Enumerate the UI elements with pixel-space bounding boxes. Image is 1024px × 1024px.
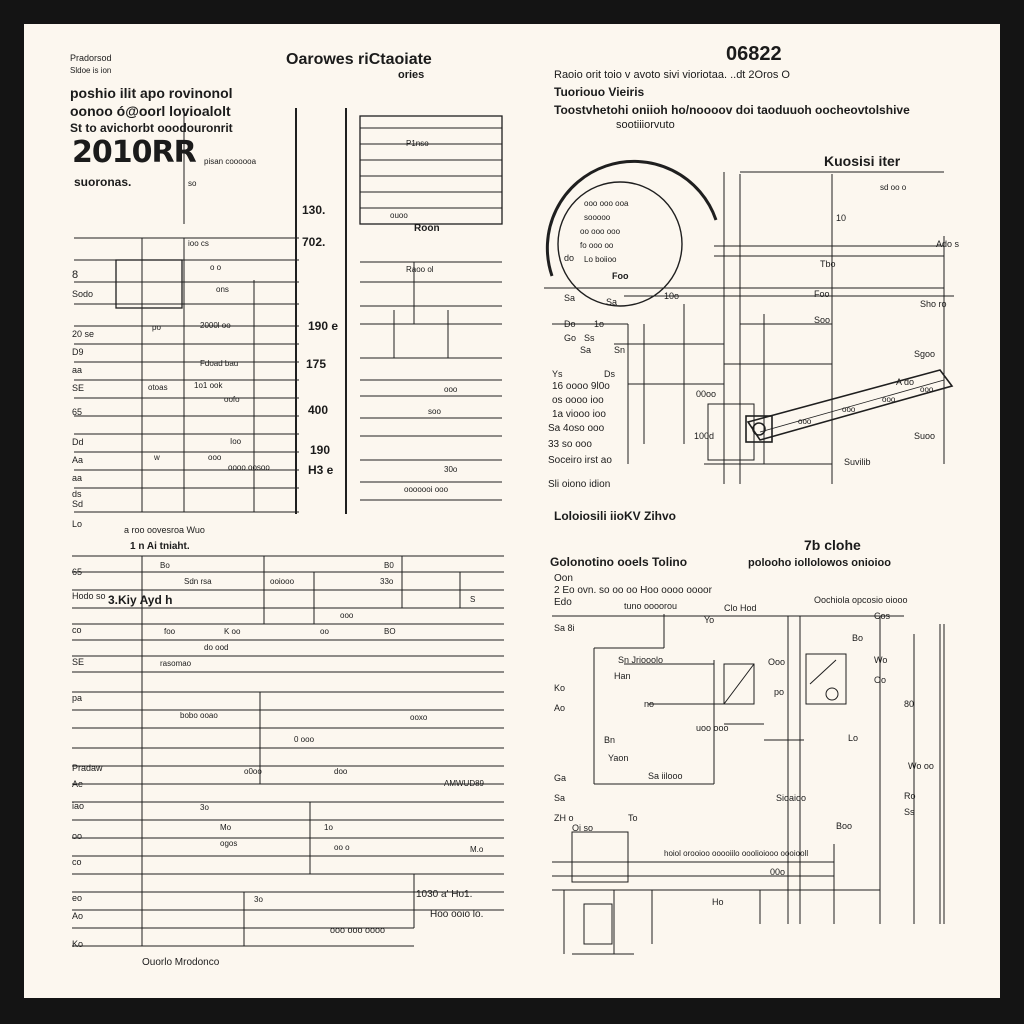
diagram-bottom-right-label: Cos bbox=[874, 611, 891, 621]
mid-value: 190 e bbox=[308, 319, 339, 333]
diagram-box-label: Han bbox=[614, 671, 631, 681]
diagram-bottom-left-label: ZH o bbox=[554, 813, 574, 823]
diagram-center-label: uoo ooo bbox=[696, 723, 729, 733]
diagram-left-label: Ys bbox=[552, 369, 563, 379]
lower-cell: AMWUD89 bbox=[444, 779, 485, 788]
diagram-left-line: 1a viooo ioo bbox=[552, 409, 606, 420]
lower-side-label: eo bbox=[72, 893, 83, 903]
diagram-bottom-left-label: Ga bbox=[554, 773, 567, 783]
left-side-label: Lo bbox=[72, 519, 83, 529]
left-side-label: 20 se bbox=[72, 329, 95, 339]
left-side-label: Sodo bbox=[72, 289, 94, 299]
diagram-long-line: hoiol orooioo ooooiilo ooolioiooo oooiooll bbox=[664, 849, 809, 858]
lower-cell: foo bbox=[164, 627, 176, 636]
diagram-bottom-label: Oi so bbox=[572, 823, 594, 833]
diagram-mid-label: Foo bbox=[814, 289, 830, 299]
lower-cell: Mo bbox=[220, 823, 232, 832]
lower-cell: ooxo bbox=[410, 713, 428, 722]
lower-cell: B0 bbox=[384, 561, 394, 570]
inner-caption: Roon bbox=[414, 223, 440, 234]
right-line-2: Tuoriouo Vieiris bbox=[554, 85, 645, 99]
block-line-2: oonoo ó@oorl lovioalolt bbox=[70, 103, 231, 119]
table-cell: Ioo bbox=[230, 437, 242, 446]
table-cell: po bbox=[152, 323, 161, 332]
table-cell: P1nso bbox=[406, 139, 429, 148]
diagram-left-line: 16 oooo 9l0o bbox=[552, 381, 610, 392]
diagram-left-label: Do bbox=[564, 319, 576, 329]
lower-table-heading: 1 n Ai tniaht. bbox=[130, 541, 190, 552]
diagram-bottom-sub: 2 Eo ovn. so oo oo Hoo oooo oooor bbox=[554, 585, 712, 596]
table-cell: Fdoad bau bbox=[200, 359, 239, 368]
table-cell: oooo oosoo bbox=[228, 463, 270, 472]
lower-cell: BO bbox=[384, 627, 396, 636]
diagram-bottom-left-label: Ao bbox=[554, 703, 566, 713]
lower-cell: do ood bbox=[204, 643, 229, 652]
diagram-center-label: Clo Hod bbox=[724, 603, 757, 613]
diagram-left-label: Sn bbox=[614, 345, 626, 355]
table-cell: ooooooi ooo bbox=[404, 485, 449, 494]
lower-cell: ooo bbox=[340, 611, 354, 620]
lower-cell: S bbox=[470, 595, 476, 604]
lower-side-label: Hodo so bbox=[72, 591, 106, 601]
lower-right-note: Hoo ooio lo. bbox=[430, 909, 484, 920]
table-cell: 1o1 ook bbox=[194, 381, 223, 390]
diagram-left-label: Ss bbox=[584, 333, 595, 343]
lower-cell: doo bbox=[334, 767, 348, 776]
lower-cell: 3o bbox=[200, 803, 209, 812]
table-cell: o o bbox=[210, 263, 222, 272]
document-number: 06822 bbox=[726, 43, 782, 65]
table-cell: 2000l oo bbox=[200, 321, 231, 330]
mid-value: 190 bbox=[310, 443, 331, 457]
table-cell: w bbox=[154, 453, 160, 462]
left-side-label: Sd bbox=[72, 499, 84, 509]
diagram-left-line: 33 so ooo bbox=[548, 439, 592, 450]
gauge-line: sooooo bbox=[584, 213, 611, 222]
strip-value: ooo bbox=[842, 405, 856, 414]
lower-side-label: Ao bbox=[72, 911, 84, 921]
diagram-bottom-right-label: Oochiola opcosio oiooo bbox=[814, 595, 908, 605]
table-cell: so bbox=[188, 179, 197, 188]
diagram-center-label: Yo bbox=[704, 615, 715, 625]
diagram-center-label: Ooo bbox=[768, 657, 786, 667]
lower-side-label: co bbox=[72, 857, 82, 867]
diagram-right-label: Sho ro bbox=[920, 299, 947, 309]
table-cell: ouoo bbox=[390, 211, 408, 220]
table-cell: ioo cs bbox=[188, 239, 209, 248]
diagram-bottom-number: 7b clohe bbox=[804, 537, 861, 553]
diagram-box-label: Sioaioo bbox=[776, 793, 807, 803]
ruling-lines bbox=[24, 24, 1000, 998]
table-foot: a roo oovesroa Wuo bbox=[124, 525, 205, 535]
diagram-mid-label: Tbo bbox=[820, 259, 836, 269]
lower-big-cell: 3.Kiy Ayd h bbox=[108, 593, 173, 607]
lower-cell: 33o bbox=[380, 577, 394, 586]
diagram-bottom-right-label: Wo oo bbox=[908, 761, 934, 771]
diagram-mid-label: 10o bbox=[664, 291, 680, 301]
lower-cell: oo o bbox=[334, 843, 350, 852]
left-side-label: aa bbox=[72, 473, 83, 483]
lower-cell: Sdn rsa bbox=[184, 577, 212, 586]
lower-cell: ooiooo bbox=[270, 577, 295, 586]
left-side-label: D9 bbox=[72, 347, 84, 357]
table-cell: soo bbox=[428, 407, 441, 416]
diagram-bottom-right-label: Oo bbox=[874, 675, 887, 685]
right-line-3: Toostvhetohi oniioh ho/noooov doi taoduuoh oocheovtolshive bbox=[554, 103, 910, 117]
diagram-bottom-left-label: Sa 8i bbox=[554, 623, 575, 633]
left-side-label: Aa bbox=[72, 455, 84, 465]
diagram-left-line: Sli oiono idion bbox=[548, 479, 611, 490]
diagram-left-label: do bbox=[564, 253, 575, 263]
diagram-box-label: Sn Jriooolo bbox=[618, 655, 664, 665]
diagram-right-label: Sgoo bbox=[914, 349, 936, 359]
lower-table-footer: Ouorlo Mrodonco bbox=[142, 957, 220, 968]
diagram-bottom-heading-right: polooho iollolowos onioioo bbox=[748, 557, 891, 569]
lower-right-note: ooo ooo oooo bbox=[330, 925, 386, 935]
mid-value: H3 e bbox=[308, 463, 334, 477]
diagram-top-caption: Loloiosili iioKV Zihvo bbox=[554, 509, 676, 523]
strip-value: ooo bbox=[798, 417, 812, 426]
diagram-bottom-left-label: Sa bbox=[554, 793, 566, 803]
gauge-line: fo ooo oo bbox=[580, 241, 614, 250]
lower-cell: K oo bbox=[224, 627, 241, 636]
diagram-box-label: Yaon bbox=[608, 753, 629, 763]
diagram-bottom-right-label: 80 bbox=[904, 699, 915, 709]
diagram-top-label: Kuosisi iter bbox=[824, 153, 901, 169]
lower-cell: 1o bbox=[324, 823, 333, 832]
diagram-mid-label: 100d bbox=[694, 431, 715, 441]
document-code-sub: suoronas. bbox=[74, 175, 132, 189]
diagram-center-label: tuno oooorou bbox=[624, 601, 678, 611]
table-cell: oofo bbox=[224, 395, 240, 404]
diagram-left-line: Sa 4oso ooo bbox=[548, 423, 605, 434]
diagram-bottom-heading-left: Golonotino ooels Tolino bbox=[550, 555, 688, 569]
diagram-center-label: To bbox=[628, 813, 638, 823]
diagram-left-label: Sa bbox=[580, 345, 592, 355]
sub-label: Sldoe is ion bbox=[70, 66, 112, 75]
mid-value: 702. bbox=[302, 235, 326, 249]
diagram-left-line: Soceiro irst ao bbox=[548, 455, 612, 466]
top-label: Pradorsod bbox=[70, 53, 112, 63]
diagram-bottom-right-label: Wo bbox=[874, 655, 888, 665]
mid-value: 400 bbox=[308, 403, 329, 417]
lower-side-label: Pradaw bbox=[72, 763, 103, 773]
strip-value: ooo bbox=[920, 385, 934, 394]
lower-side-label: iao bbox=[72, 801, 85, 811]
block-line-1: poshio ilit apo rovinonol bbox=[70, 85, 233, 101]
table-cell: 30o bbox=[444, 465, 458, 474]
mid-value: 175 bbox=[306, 357, 327, 371]
lower-cell: rasomao bbox=[160, 659, 192, 668]
lower-side-label: Ae bbox=[72, 779, 84, 789]
document-sheet bbox=[24, 24, 1000, 998]
diagram-right-label: Suvilib bbox=[844, 457, 871, 467]
left-side-label: 65 bbox=[72, 407, 83, 417]
lower-side-label: oo bbox=[72, 831, 83, 841]
lower-right-note: 1030 a' Ho1. bbox=[416, 889, 473, 900]
diagram-mid-label: 00oo bbox=[696, 389, 717, 399]
lower-cell: 3o bbox=[254, 895, 263, 904]
right-line-4: sootiiiorvuto bbox=[616, 119, 675, 131]
diagram-mid-label: 10 bbox=[836, 213, 847, 223]
diagram-bottom-sub: Edo bbox=[554, 597, 572, 608]
lower-side-label: pa bbox=[72, 693, 83, 703]
gauge-line: Lo boiioo bbox=[584, 255, 617, 264]
lower-cell: bobo ooao bbox=[180, 711, 218, 720]
lower-side-label: co bbox=[72, 625, 82, 635]
diagram-mid-label: Soo bbox=[814, 315, 831, 325]
diagram-bottom-left-label: Ko bbox=[554, 683, 566, 693]
document-title: Oarowes riCtaoiate bbox=[286, 51, 432, 68]
diagram-left-label: Go bbox=[564, 333, 577, 343]
table-cell: Raoo ol bbox=[406, 265, 434, 274]
diagram-bottom-right-label: Bo bbox=[852, 633, 864, 643]
diagram-left-label: Sa bbox=[564, 293, 576, 303]
gauge-line: oo ooo ooo bbox=[580, 227, 621, 236]
diagram-right-label: Ado s bbox=[936, 239, 960, 249]
strip-value: ooo bbox=[882, 395, 896, 404]
diagram-bottom-right-label: Ro bbox=[904, 791, 916, 801]
diagram-left-line: os oooo ioo bbox=[552, 395, 604, 406]
diagram-bottom-label: 00o bbox=[770, 867, 786, 877]
gauge-caption: Foo bbox=[612, 271, 629, 281]
lower-side-label: 65 bbox=[72, 567, 83, 577]
diagram-left-label: Ds bbox=[604, 369, 615, 379]
lower-cell: oo bbox=[320, 627, 329, 636]
left-side-label: Dd bbox=[72, 437, 84, 447]
diagram-box-label: Sa iilooo bbox=[648, 771, 683, 781]
diagram-box-label: no bbox=[644, 699, 655, 709]
diagram-right-label: A do bbox=[896, 377, 915, 387]
mid-value: 130. bbox=[302, 203, 326, 217]
table-cell: otoas bbox=[148, 383, 168, 392]
block-line-3: St to avichorbt ooodouronrit bbox=[70, 121, 233, 135]
left-side-label: ds bbox=[72, 489, 82, 499]
diagram-right-label: sd oo o bbox=[880, 183, 907, 192]
diagram-bottom-right-label: Ss bbox=[904, 807, 915, 817]
lower-side-label: SE bbox=[72, 657, 85, 667]
table-cell: ooo bbox=[208, 453, 222, 462]
table-cell: ons bbox=[216, 285, 229, 294]
diagram-center-label: po bbox=[774, 687, 785, 697]
diagram-left-label: 1o bbox=[594, 319, 605, 329]
diagram-bottom-label: Ho bbox=[712, 897, 724, 907]
left-side-label: aa bbox=[72, 365, 83, 375]
diagram-left-label: Sa bbox=[606, 297, 618, 307]
gauge-line: ooo ooo ooa bbox=[584, 199, 629, 208]
left-side-label: 8 bbox=[72, 269, 79, 281]
lower-cell: Bo bbox=[160, 561, 170, 570]
lower-cell: ogos bbox=[220, 839, 238, 848]
lower-cell: 0 ooo bbox=[294, 735, 315, 744]
document-code: 2010RR bbox=[72, 135, 196, 170]
diagram-bottom-right-label: Boo bbox=[836, 821, 853, 831]
left-side-label: SE bbox=[72, 383, 85, 393]
diagram-bottom-right-label: Lo bbox=[848, 733, 859, 743]
document-title-sub: ories bbox=[398, 69, 425, 81]
table-cell: pisan coooooa bbox=[204, 157, 257, 166]
diagram-bottom-sub: Oon bbox=[554, 573, 573, 584]
right-line-1: Raoio orit toio v avoto sivi vioriotaa. ..dt 2Oros O bbox=[554, 69, 790, 81]
table-cell: ooo bbox=[444, 385, 458, 394]
diagram-box-label: Bn bbox=[604, 735, 616, 745]
lower-side-label: Ko bbox=[72, 939, 84, 949]
diagram-right-label: Suoo bbox=[914, 431, 936, 441]
lower-cell: o0oo bbox=[244, 767, 262, 776]
lower-cell: M.o bbox=[470, 845, 484, 854]
